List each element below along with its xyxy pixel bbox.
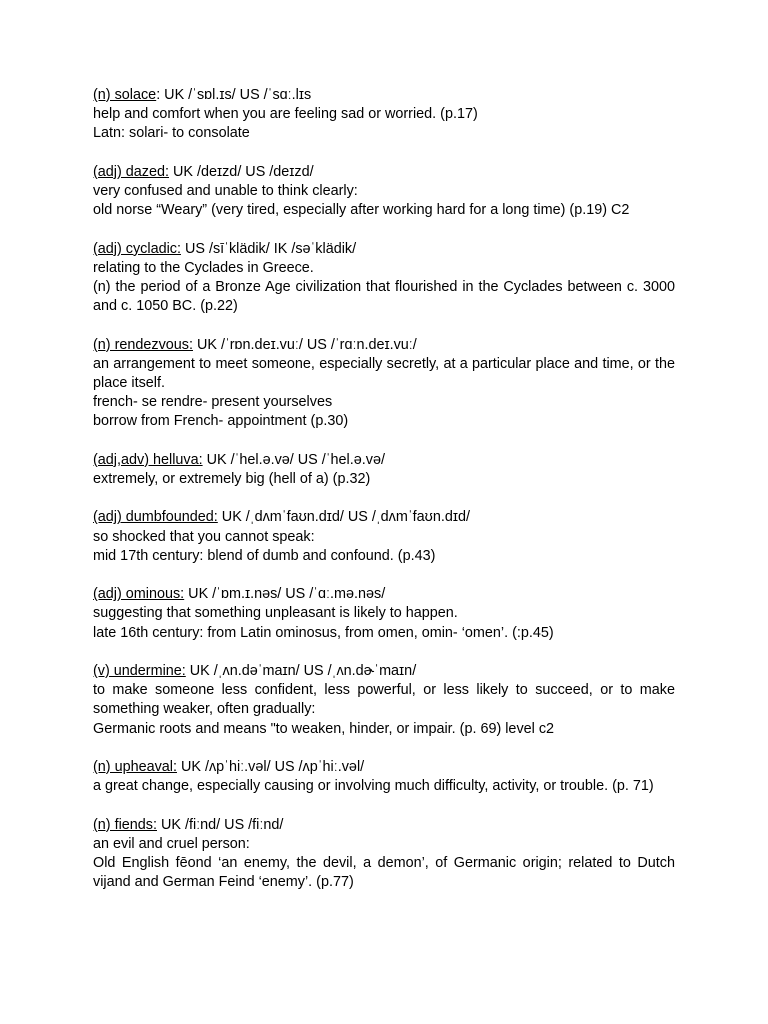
entry-cycladic [93, 240, 675, 317]
entry-heading [93, 240, 675, 259]
entry-pronunciation: UK /ˈhel.ə.və/ US /ˈhel.ə.və/ [202, 451, 385, 468]
entry-pronunciation: UK /fiːnd/ US /fiːnd/ [157, 816, 284, 833]
entry-pronunciation: US /sīˈklädik/ IK /səˈklädik/ [180, 240, 357, 257]
entry-heading [93, 451, 675, 470]
entry-line: mid 17th century: blend of dumb and confound. (p.43) [93, 547, 436, 564]
entry-solace [93, 86, 675, 144]
entry-pronunciation: UK /ˌʌn.dəˈmaɪn/ US /ˌʌn.dɚˈmaɪn/ [185, 662, 417, 679]
entry-line: to make someone less confident, less powerful, or less likely to succeed, or to make something weaker, often gradually: [93, 682, 675, 718]
entry-helluva [93, 451, 675, 489]
entry-line: suggesting that something unpleasant is likely to happen. [93, 605, 458, 622]
entry-line: borrow from French- appointment (p.30) [93, 413, 349, 430]
entry-pronunciation: UK /ˈrɒn.deɪ.vuː/ US /ˈrɑːn.deɪ.vuː/ [192, 336, 417, 353]
entry-heading [93, 336, 675, 355]
entry-headword: (n) solace [93, 87, 157, 103]
entry-pronunciation: UK /ʌpˈhiː.vəl/ US /ʌpˈhiː.vəl/ [177, 758, 365, 775]
entry-dumbfounded [93, 508, 675, 566]
entry-line: Germanic roots and means "to weaken, hinder, or impair. (p. 69) level c2 [93, 720, 555, 737]
entry-pronunciation: : UK /ˈsɒl.ɪs/ US /ˈsɑː.lɪs [156, 87, 312, 103]
entry-line: (n) the period of a Bronze Age civilization that flourished in the Cyclades between c. 3000 and c. 1050 BC. (p.22) [93, 279, 675, 315]
entry-line: so shocked that you cannot speak: [93, 528, 315, 545]
entry-heading [93, 816, 675, 835]
entry-pronunciation: UK /ˈɒm.ɪ.nəs/ US /ˈɑː.mə.nəs/ [184, 586, 386, 603]
entry-line: an arrangement to meet someone, especially secretly, at a particular place and time, or the place itself. [93, 355, 675, 391]
entry-line: very confused and unable to think clearly: [93, 183, 358, 199]
entry-line: Old English fēond ‘an enemy, the devil, a demon’, of Germanic origin; related to Dutch vijand and German Feind ‘enemy’. (p.77) [93, 854, 675, 891]
vocabulary-document [93, 86, 675, 912]
entry-line: a great change, especially causing or involving much difficulty, activity, or trouble. (p. 71) [93, 778, 654, 795]
entry-rendezvous [93, 336, 675, 432]
entry-headword: (adj) dazed: [93, 163, 169, 180]
entry-pronunciation: UK /deɪzd/ US /deɪzd/ [169, 163, 314, 180]
entry-heading [93, 585, 675, 604]
entry-heading [93, 508, 675, 527]
entry-line: late 16th century: from Latin ominosus, from omen, omin- ‘omen’. (:p.45) [93, 624, 554, 641]
entry-dazed [93, 163, 675, 221]
entry-undermine [93, 662, 675, 739]
entry-line: help and comfort when you are feeling sad or worried. (p.17) [93, 106, 478, 123]
entry-headword: (n) fiends: [93, 816, 157, 833]
entry-headword: (adj) dumbfounded: [93, 509, 218, 526]
entry-headword: (adj) ominous: [93, 586, 185, 603]
entry-line: french- se rendre- present yourselves [93, 394, 333, 411]
entry-line: old norse “Weary” (very tired, especially after working hard for a long time) (p.19) C2 [93, 202, 630, 219]
entry-line: extremely, or extremely big (hell of a) (p.32) [93, 471, 371, 487]
entry-upheaval [93, 758, 675, 796]
entry-heading [93, 758, 675, 777]
entry-ominous [93, 585, 675, 643]
entry-headword: (n) rendezvous: [93, 336, 193, 353]
entry-heading [93, 86, 675, 105]
entry-headword: (adj) cycladic: [93, 240, 181, 257]
entry-heading [93, 163, 675, 182]
entry-line: an evil and cruel person: [93, 835, 250, 852]
entry-headword: (adj,adv) helluva: [93, 451, 203, 468]
entry-headword: (v) undermine: [93, 662, 186, 679]
entry-line: relating to the Cyclades in Greece. [93, 259, 314, 276]
entry-line: Latn: solari- to consolate [93, 125, 250, 142]
entry-heading [93, 662, 675, 681]
entry-pronunciation: UK /ˌdʌmˈfaʊn.dɪd/ US /ˌdʌmˈfaʊn.dɪd/ [217, 509, 470, 526]
entry-headword: (n) upheaval: [93, 758, 177, 775]
entry-fiends [93, 816, 675, 893]
